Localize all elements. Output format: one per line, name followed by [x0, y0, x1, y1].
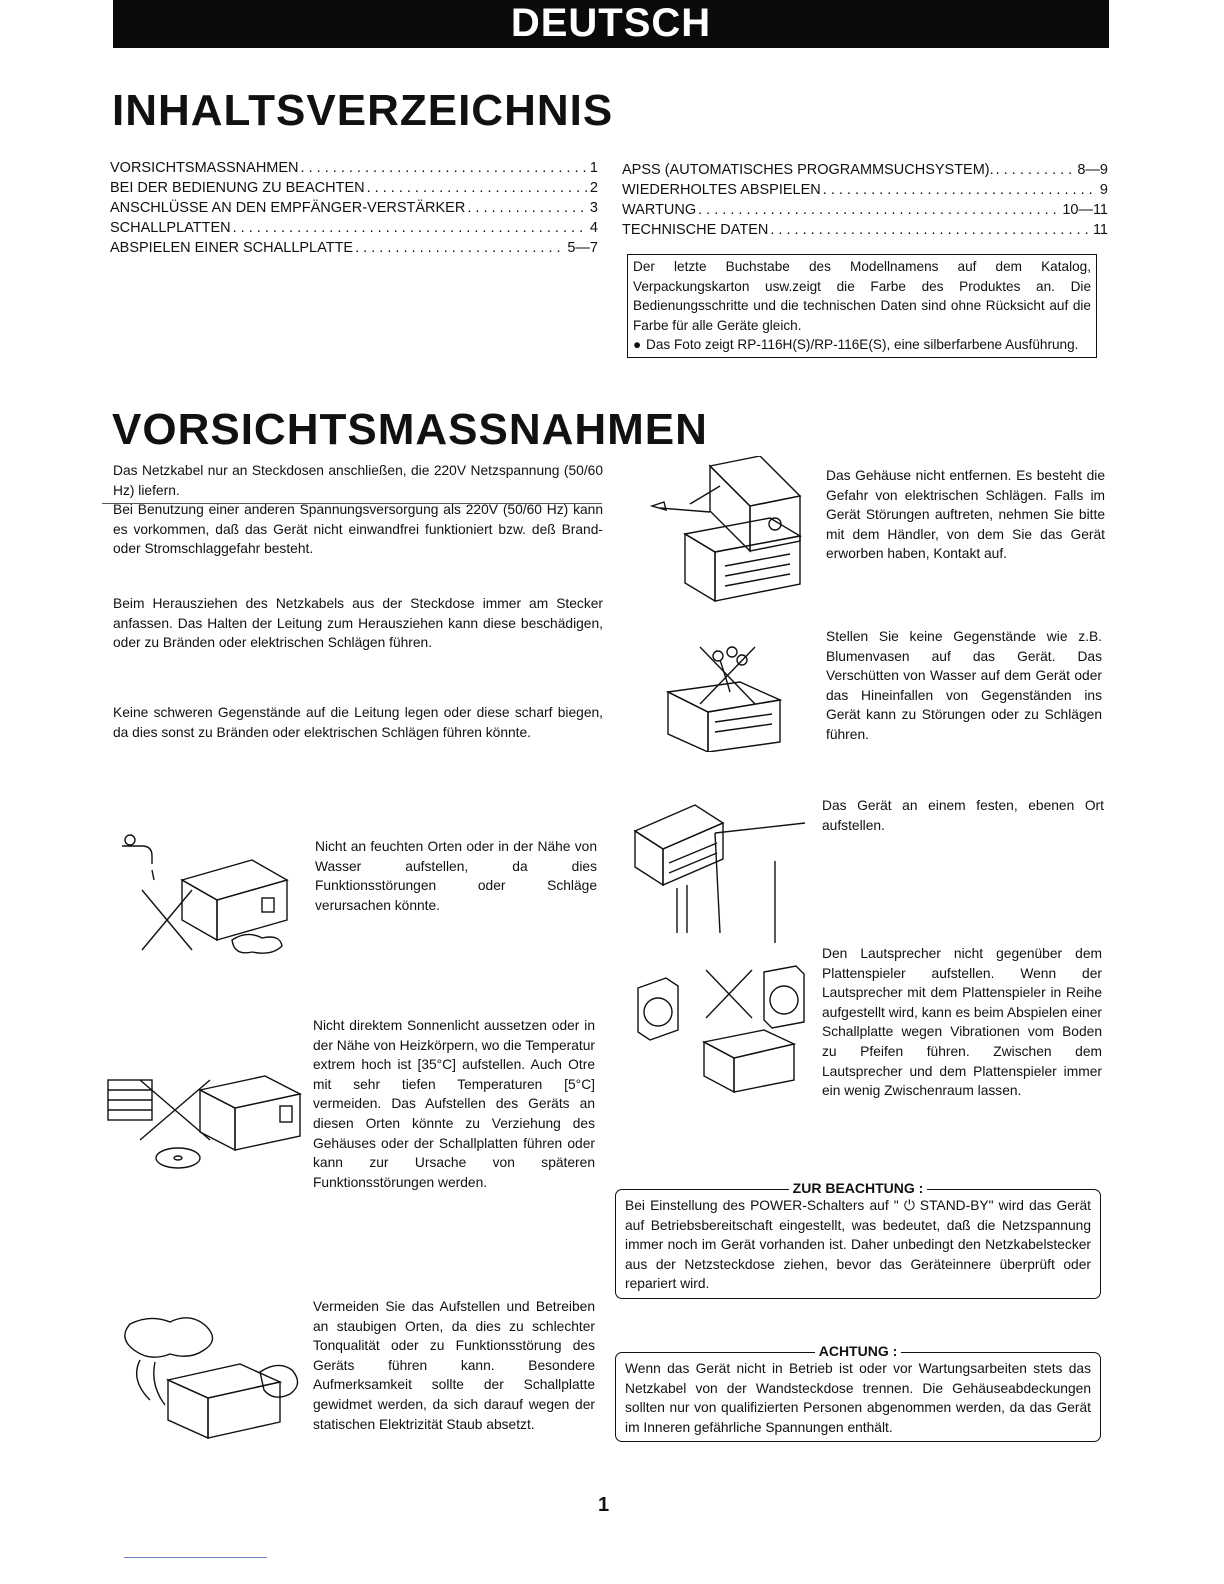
toc-title: INHALTSVERZEICHNIS	[112, 86, 614, 135]
toc-entry[interactable]: VORSICHTSMASSNAHMEN . . . 1	[110, 158, 598, 178]
precautions-title: VORSICHTSMASSNAHMEN	[112, 405, 708, 454]
dust-paragraph: Vermeiden Sie das Aufstellen und Betreiben an staubigen Orten, da dies zu schlechter Tonqualität oder zu Funktionsstörung des Geräts führen kann. Besondere Aufmerksamkeit sollte der Schallplatte gewidmet werden, da sich darauf wegen der statischen Elektrizität Staub absetzt.	[313, 1299, 595, 1432]
vase-paragraph: Stellen Sie keine Gegenstände wie z.B. Blumenvasen auf das Gerät. Das Verschütten von Wasser auf dem Gerät oder das Hineinfallen von Gegenständen ins Gerät kann zu Störungen oder zu Schlägen führen.	[826, 629, 1102, 742]
page-number: 1	[598, 1494, 610, 1516]
model-note-box	[627, 254, 1097, 358]
standby-notice-title: ZUR BEACHTUNG :	[616, 1179, 1100, 1197]
toc-entry[interactable]: WIEDERHOLTES ABSPIELEN . . . 9	[622, 180, 1108, 200]
toc-entry[interactable]: ANSCHLÜSSE AN DEN EMPFÄNGER-VERSTÄRKER . . . 3	[110, 198, 598, 218]
standby-notice-text: Bei Einstellung des POWER-Schalters auf " ⏻ STAND-BY" wird das Gerät auf Betriebsbereitschaft eingestellt, was bedeutet, daß die Netzspannung immer noch im Gerät vorhanden ist. Daher unbedingt den Netzkabelstecker aus der Netzsteckdose ziehen, bevor das Geräteinnere überprüft oder repariert wird.	[625, 1198, 1091, 1291]
toc-entry[interactable]: ABSPIELEN EINER SCHALLPLATTE . . . 5—7	[110, 238, 598, 258]
toc-entry[interactable]: APSS (AUTOMATISCHES PROGRAMMSUCHSYSTEM). . . . 8—9	[622, 160, 1108, 180]
toc-entry[interactable]: TECHNISCHE DATEN . . . 11	[622, 220, 1108, 240]
dust-illustration	[110, 1310, 305, 1450]
heat-sunlight-illustration	[100, 1060, 310, 1180]
warning-title: ACHTUNG :	[616, 1342, 1100, 1360]
housing-paragraph: Das Gehäuse nicht entfernen. Es besteht die Gefahr von elektrischen Schlägen. Falls im Gerät Störungen auftreten, nehmen Sie bitte mit dem Händler, von dem Sie das Gerät erworben haben, Kontakt auf.	[826, 468, 1105, 562]
warning-text: Wenn das Gerät nicht in Betrieb ist oder vor Wartungsarbeiten stets das Netzkabel von der Wandsteckdose trennen. Die Gehäuseabdeckungen sollten nur von qualifizierten Personen abgenommen werden, da das Gerät im Inneren gefährliche Spannungen enthält.	[625, 1361, 1091, 1435]
unplug-paragraph: Beim Herausziehen des Netzkabels aus der Steckdose immer am Stecker anfassen. Das Halten der Leitung zum Herausziehen kann diese beschädigen, oder zu Bränden oder elektrischen Schlägen führen.	[113, 596, 603, 651]
moisture-paragraph: Nicht an feuchten Orten oder in der Nähe von Wasser aufstellen, da dies Funktionsstörungen oder Schläge verursachen könnte.	[315, 839, 597, 913]
warning-box	[615, 1343, 1101, 1442]
toc-entry[interactable]: SCHALLPLATTEN . . . 4	[110, 218, 598, 238]
toc-entry[interactable]: WARTUNG . . . 10—11	[622, 200, 1108, 220]
model-note-bullet: ● Das Foto zeigt RP-116H(S)/RP-116E(S), eine silberfarbene Ausführung.	[633, 337, 1079, 352]
voltage-paragraph: Das Netzkabel nur an Steckdosen anschließen, die 220V Netzspannung (50/60 Hz) liefern.	[113, 463, 603, 498]
table-surface-illustration	[625, 793, 810, 943]
language-banner: DEUTSCH	[113, 0, 1109, 48]
level-surface-paragraph: Das Gerät an einem festen, ebenen Ort aufstellen.	[822, 798, 1104, 833]
standby-notice-box	[615, 1180, 1101, 1299]
speaker-placement-illustration	[634, 964, 809, 1094]
footer-rule	[124, 1557, 267, 1558]
moisture-illustration	[112, 830, 302, 960]
vase-on-device-illustration	[660, 642, 785, 752]
speaker-paragraph: Den Lautsprecher nicht gegenüber dem Plattenspieler aufstellen. Wenn der Lautsprecher mit dem Plattenspieler in Reihe aufgestellt wird, kann es beim Abspielen einer Schallplatte wegen Vibrationen vom Boden zu Pfeifen führen. Zwischen dem Lautsprecher und dem Plattenspieler immer ein wenig Zwischenraum lassen.	[822, 946, 1102, 1099]
other-voltage-paragraph: Bei Benutzung einer anderen Spannungsversorgung als 220V (50/60 Hz) kann es vorkommen, daß das Gerät nicht einwandfrei funktioniert bzw. deß Brand- oder Stromschlaggefahr besteht.	[113, 502, 603, 557]
toc-right-column	[622, 160, 1108, 240]
heat-paragraph: Nicht direktem Sonnenlicht aussetzen oder in der Nähe von Heizkörpern, wo die Temperatur extrem hoch ist [35°C] aufstellen. Auch Otre mit sehr tiefen Temperaturen [5°C] vermeiden. Das Aufstellen des Geräts an diesen Orten könnte zu Verziehung des Gehäuses oder der Schallplatten führen oder kann zur Ursache von späteren Funktionsstörungen werden.	[313, 1018, 595, 1190]
toc-left-column	[110, 158, 598, 258]
cable-paragraph: Keine schweren Gegenstände auf die Leitung legen oder diese scharf biegen, da dies sonst zu Bränden oder elektrischen Schlägen führen könnte.	[113, 705, 603, 740]
toc-entry[interactable]: BEI DER BEDIENUNG ZU BEACHTEN . . . 2	[110, 178, 598, 198]
model-note-text: Der letzte Buchstabe des Modellnamens auf dem Katalog, Verpackungskarton usw.zeigt die Farbe des Produktes an. Die Bedienungsschritte und die technischen Daten sind ohne Rücksicht auf die Farbe für alle Geräte gleich.	[633, 259, 1091, 333]
open-housing-illustration	[650, 456, 820, 606]
